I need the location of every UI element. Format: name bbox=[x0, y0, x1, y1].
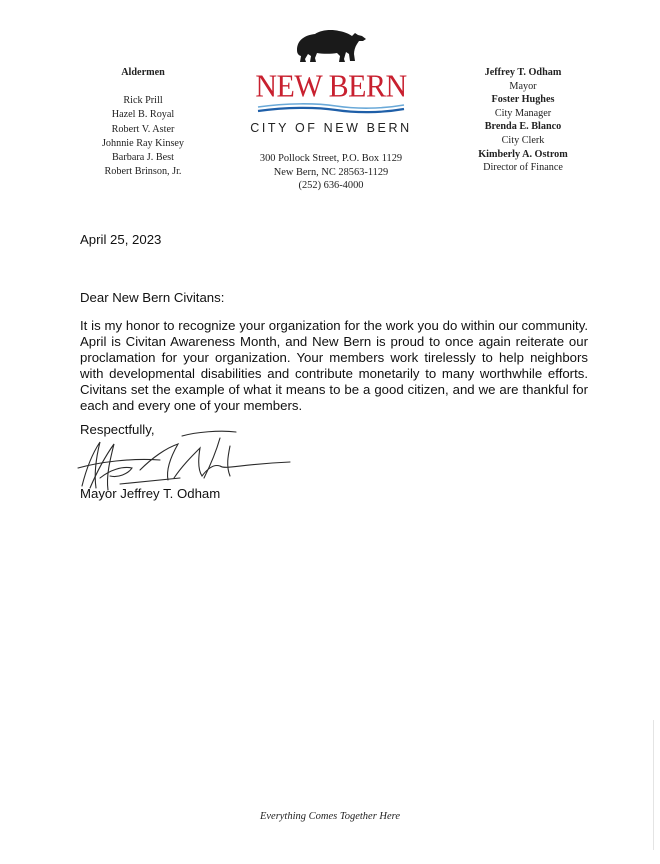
official-title: City Manager bbox=[494, 107, 552, 119]
alderman-name: Robert Brinson, Jr. bbox=[104, 166, 182, 178]
officials-column bbox=[458, 66, 588, 175]
official-name: Brenda E. Blanco bbox=[484, 121, 562, 133]
official-title: Director of Finance bbox=[483, 162, 563, 174]
scan-edge-divider bbox=[653, 720, 654, 850]
city-logo bbox=[238, 26, 424, 193]
official-name: Foster Hughes bbox=[491, 94, 555, 106]
official-title: Mayor bbox=[509, 80, 537, 92]
alderman-name: Hazel B. Royal bbox=[111, 109, 175, 121]
official-title: City Clerk bbox=[501, 134, 545, 146]
phone-number: (252) 636-4000 bbox=[298, 180, 364, 191]
footer-tagline: Everything Comes Together Here bbox=[259, 811, 401, 822]
city-address bbox=[238, 152, 424, 193]
alderman-name: Johnnie Ray Kinsey bbox=[101, 137, 185, 149]
closing: Respectfully, bbox=[80, 422, 155, 437]
aldermen-heading: Aldermen bbox=[121, 67, 165, 78]
alderman-name: Rick Prill bbox=[123, 95, 163, 107]
address-line: 300 Pollock Street, P.O. Box 1129 bbox=[259, 153, 403, 164]
official-name: Kimberly A. Ostrom bbox=[478, 148, 568, 160]
alderman-name: Barbara J. Best bbox=[112, 152, 174, 164]
bear-icon bbox=[291, 26, 371, 66]
official-name: Jeffrey T. Odham bbox=[484, 67, 562, 78]
letter-body: It is my honor to recognize your organization for the work you do within our community. April is Civitan Awareness Month, and New Bern is proud to once again reiterate our proclamation for your organization. Your members work tirelessly to help neighbors with developmental disabilities and contribute monetarily to many worthwhile efforts. Civitans set the example of what it means to be a good citizen, and we are thankful for each and every one of your members. bbox=[80, 318, 588, 413]
address-line: New Bern, NC 28563-1129 bbox=[273, 166, 389, 178]
signer-name: Mayor Jeffrey T. Odham bbox=[80, 486, 221, 501]
city-name: CITY OF NEW BERN bbox=[250, 121, 412, 135]
waves-icon bbox=[256, 103, 406, 115]
brand-wordmark: NEW BERN bbox=[255, 69, 407, 104]
salutation: Dear New Bern Civitans: bbox=[80, 290, 225, 305]
aldermen-column bbox=[88, 66, 198, 179]
letter-date: April 25, 2023 bbox=[80, 232, 162, 247]
alderman-name: Robert V. Aster bbox=[111, 123, 175, 135]
